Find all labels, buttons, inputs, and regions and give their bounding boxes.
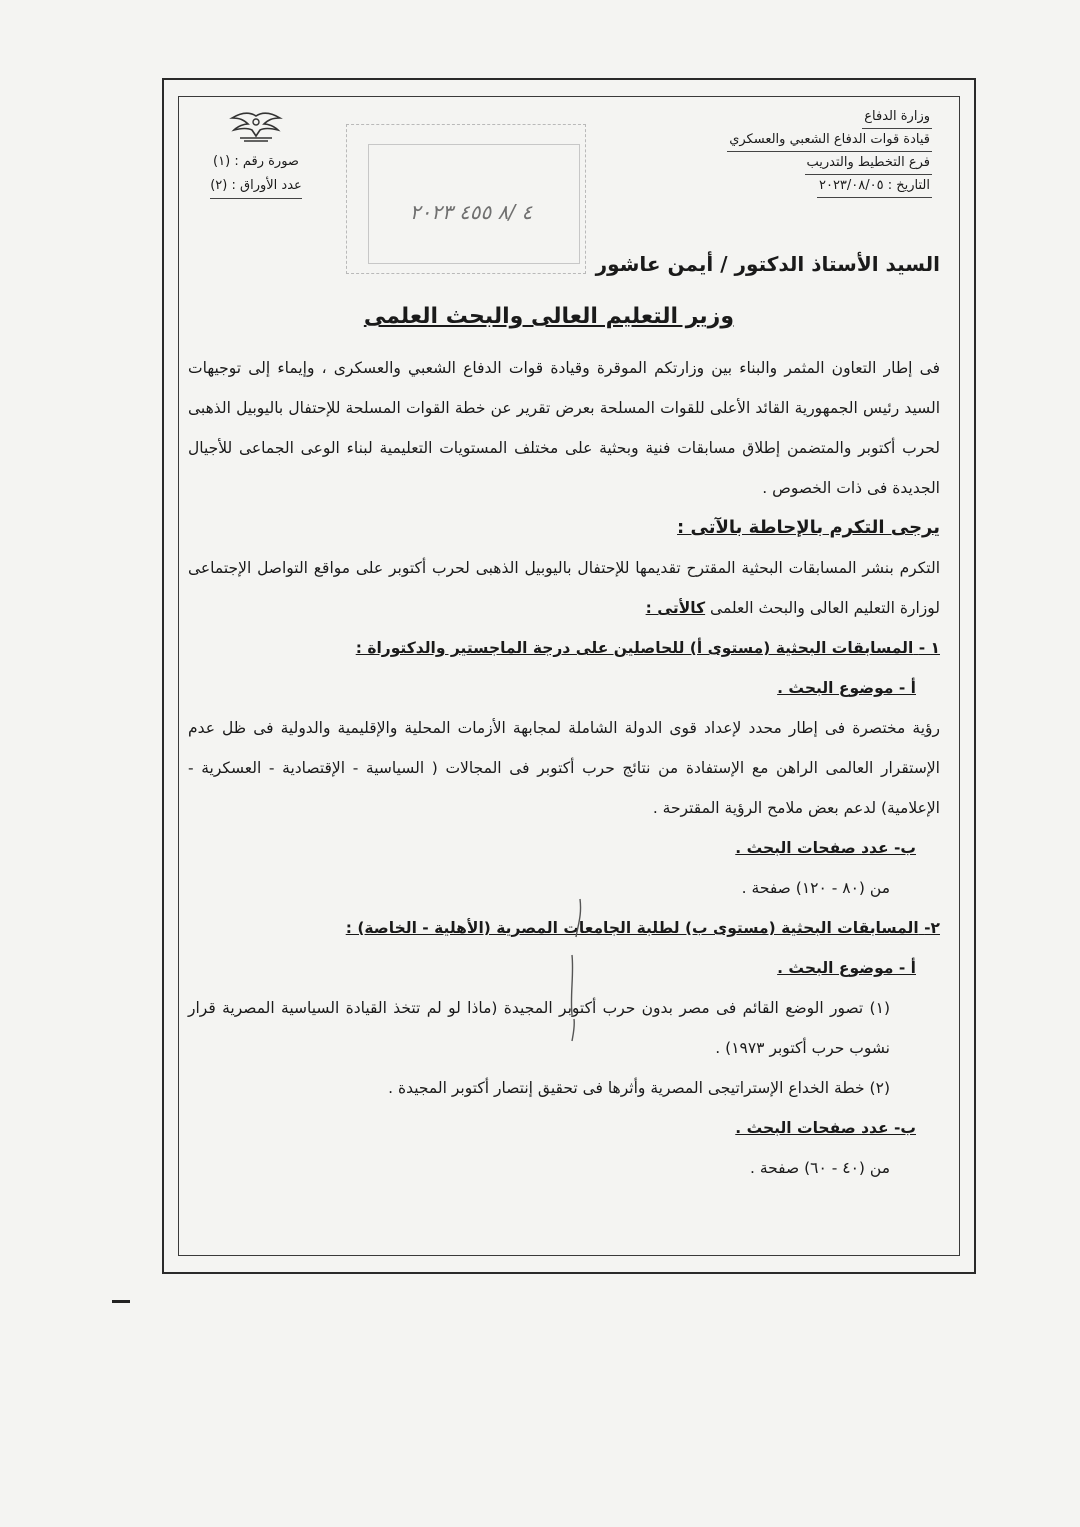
section-1-title-text: المسابقات البحثية (مستوى أ) للحاصلين على درجة الماجستير والدكتوراة :: [355, 639, 914, 657]
branch-name: فرع التخطيط والتدريب: [805, 152, 932, 175]
letter-page: [186, 104, 946, 1254]
request-text-as-follows: كالأتى :: [645, 599, 706, 617]
section-2-topic-item-1: (١) تصور الوضع القائم فى مصر بدون حرب أكتوبر المجيدة (ماذا لو لم تتخذ القيادة السياسية المصرية قرار نشوب حرب أكتوبر ١٩٧٣) .: [188, 999, 890, 1057]
stamp-handwritten-number: ٤ /٨ ٤٥٥ ٢٠٢٣: [409, 200, 533, 224]
letter-date: التاريخ : ٢٠٢٣/٠٨/٠٥: [817, 175, 932, 198]
pen-stroke-mark: [560, 895, 590, 1045]
section-1-topic-label: أ - موضوع البحث .: [777, 679, 916, 697]
section-2-pages-text: من (٤٠ - ٦٠) صفحة .: [750, 1159, 890, 1177]
section-1-pages-label: ب- عدد صفحات البحث .: [735, 839, 916, 857]
section-2-topic-item-2: (٢) خطة الخداع الإستراتيجى المصرية وأثرها فى تحقيق إنتصار أكتوبر المجيدة .: [388, 1079, 890, 1097]
intro-paragraph: فى إطار التعاون المثمر والبناء بين وزارتكم الموقرة وقيادة قوات الدفاع الشعبي والعسكرى ، وإيماء إلى توجيهات السيد رئيس الجمهورية القائد الأعلى للقوات المسلحة بعرض تقرير عن خطة القوات المسلحة للإحتفال باليوبيل الذهبى لحرب أكتوبر والمتضمن إطلاق مسابقات فنية وبحثية على مختلف المستويات التعليمية لبناء الوعى الجماعى للأجيال الجديدة فى ذات الخصوص .: [188, 359, 940, 497]
section-1-title: [188, 628, 940, 668]
section-1-pages-text: من (٨٠ - ١٢٠) صفحة .: [741, 879, 890, 897]
section-2-title-text: المسابقات البحثية (مستوى ب) لطلبة الجامعات المصرية (الأهلية - الخاصة) :: [345, 919, 919, 937]
section-2-topic-label: أ - موضوع البحث .: [777, 959, 916, 977]
addressee-title: وزير التعليم العالى والبحث العلمى: [363, 304, 734, 329]
section-2-pages-label: ب- عدد صفحات البحث .: [735, 1119, 916, 1137]
letterhead: [692, 106, 932, 198]
eagle-emblem-icon: [226, 110, 286, 144]
ministry-name: وزارة الدفاع: [862, 106, 932, 129]
copy-number: صورة رقم : (١): [213, 154, 299, 169]
request-text: التكرم بنشر المسابقات البحثية المقترح تقديمها للإحتفال باليوبيل الذهبى لحرب أكتوبر على مواقع التواصل الإجتماعى لوزارة التعليم العالى والبحث العلمى: [188, 559, 940, 617]
section-1-topic-text: رؤية مختصرة فى إطار محدد لإعداد قوى الدولة الشاملة لمجابهة الأزمات المحلية والإقليمية والدولية فى ظل عدم الإستقرار العالمى الراهن مع الإستفادة من نتائج حرب أكتوبر فى المجالات ( السياسية - الإقتصادية - العسكرية - الإعلامية) لدعم بعض ملامح الرؤية المقترحة .: [188, 719, 940, 817]
section-1-number: ١ -: [918, 639, 940, 657]
copy-info: [186, 110, 326, 199]
request-heading: يرجى التكرم بالإحاطة بالآتى :: [677, 517, 940, 538]
command-name: قيادة قوات الدفاع الشعبي والعسكري: [727, 129, 932, 152]
request-paragraph: [188, 548, 940, 628]
salutation: السيد الأستاذ الدكتور / أيمن عاشور: [595, 252, 940, 276]
pages-count: عدد الأوراق : (٢): [210, 174, 302, 199]
letter-body: [188, 348, 940, 1188]
section-2-number: ٢-: [924, 919, 940, 937]
scan-margin-mark: [112, 1300, 130, 1303]
